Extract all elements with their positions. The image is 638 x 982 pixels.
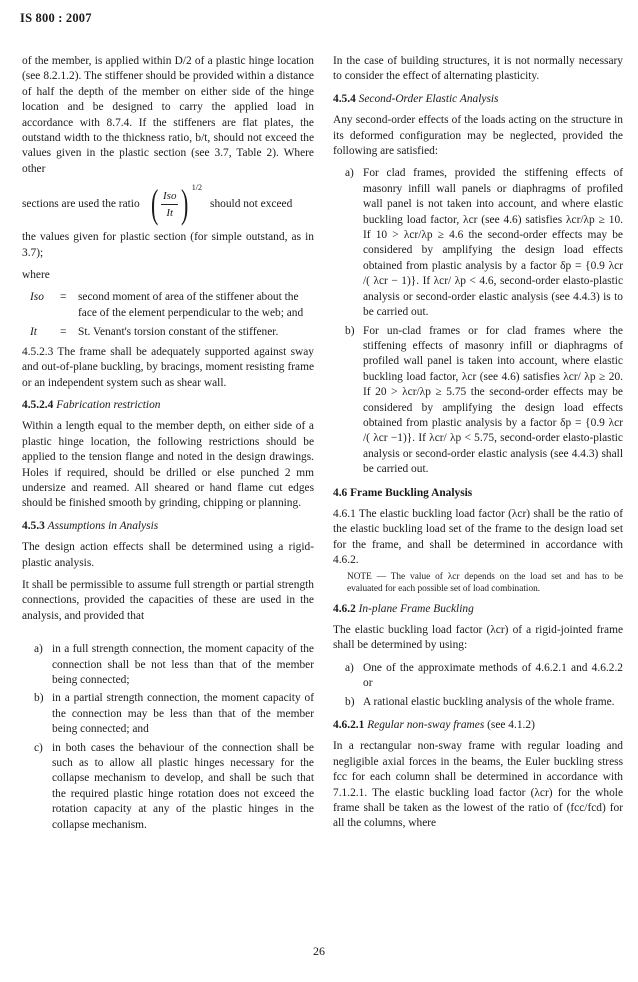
- definition-text: St. Venant's torsion constant of the stiffener.: [78, 326, 279, 339]
- list-item: [333, 661, 623, 692]
- heading-4-6-2-1: [333, 718, 623, 733]
- ratio-line: [22, 181, 314, 227]
- heading-number: 4.5.2.4: [22, 398, 54, 411]
- definition-iso: [22, 290, 314, 321]
- list-label: b): [34, 692, 44, 705]
- where-label: where: [22, 269, 50, 282]
- heading-4-6: 4.6 Frame Buckling Analysis: [333, 486, 473, 499]
- list-label: a): [34, 643, 43, 656]
- list-item: [333, 324, 623, 478]
- list-text: For un-clad frames or for clad frames where the stiffening effects of masonry infill or diaphragms of profiled wall panel is taken into account, where elastic buckling load factor, λcr (see 4.6) satisfies λcr/ λp ≥ 20. If 20 > λcr/λp ≥ 5.75 the second-order effects may be considered by amplifying the design load effects obtained from plastic analysis by a factor δp = {0.9 λcr /( λcr −1)}. If λcr/ λp < 5.75, second-order elasto-plastic analysis or second-order elastic analysis (see 4.4.3) shall be carried out.: [363, 324, 623, 476]
- list-item: [22, 642, 314, 688]
- ratio-fraction: ( Iso It ) $^{1/2}$: [150, 181, 203, 227]
- heading-number: 4.5.4: [333, 92, 356, 105]
- list-label: b): [345, 324, 355, 337]
- definition-it: [22, 325, 314, 340]
- heading-4-6-2: [333, 602, 623, 617]
- clause-4-6-1: 4.6.1 The elastic buckling load factor (λcr) shall be the ratio of the elastic buckling load set of the frame to the design load set for the frame, and shall be determined in accordance with 4.6.2.: [333, 507, 623, 567]
- list-text: A rational elastic buckling analysis of the whole frame.: [363, 695, 615, 708]
- list-item: [333, 695, 623, 710]
- definition-equals: =: [60, 291, 67, 304]
- right-column: [333, 54, 623, 839]
- paragraph-stiffener: of the member, is applied within D/2 of a plastic hinge location (see 8.2.1.2). The stiffener should be provided within a distance of half the depth of the member on either side of the hinge location and be designed to carry the applied load in accordance with 8.7.4. If the stiffeners are flat plates, the outstand width to the thickness ratio, b/t, should not exceed the values given in the plastic section (see 3.7, Table 2). Where other: [22, 55, 314, 175]
- paragraph-connections: It shall be permissible to assume full strength or partial strength connections, provided the capacities of these are used in the analysis, and provided that: [22, 578, 314, 622]
- paragraph-alternating-plasticity: In the case of building structures, it is not normally necessary to consider the effect of alternating plasticity.: [333, 55, 623, 83]
- list-item: [22, 741, 314, 833]
- heading-4-5-4: [333, 92, 623, 107]
- paragraph-non-sway: In a rectangular non-sway frame with regular loading and negligible axial forces in the beams, the Euler buckling stress fcc for each column shall be determined in accordance with 7.1.2.1. The elastic buckling load factor (λcr) for the whole frame shall be taken as the lowest of the ratio of (fcc/fcd) for all the columns, where: [333, 740, 623, 830]
- ratio-denominator: It: [166, 206, 174, 219]
- ratio-post: should not exceed: [210, 197, 293, 210]
- heading-ref: (see 4.1.2): [487, 719, 535, 732]
- standard-header: IS 800 : 2007: [20, 11, 92, 25]
- list-label: a): [345, 167, 354, 180]
- list-label: b): [345, 695, 355, 708]
- heading-4-5-2-4: [22, 398, 314, 413]
- list-label: c): [34, 741, 43, 754]
- paragraph-plastic-section: the values given for plastic section (for simple outstand, as in 3.7);: [22, 231, 314, 259]
- ratio-numerator: Iso: [161, 188, 178, 205]
- heading-title: In-plane Frame Buckling: [358, 602, 474, 615]
- page-number: 26: [313, 944, 325, 958]
- ratio-pre: sections are used the ratio: [22, 197, 140, 210]
- left-column: [22, 54, 314, 836]
- paragraph-rigid-plastic: The design action effects shall be determined using a rigid-plastic analysis.: [22, 541, 314, 569]
- definition-text: second moment of area of the stiffener about the face of the element perpendicular to the web; and: [78, 291, 304, 319]
- heading-title: Regular non-sway frames: [367, 719, 485, 732]
- list-text: For clad frames, provided the stiffening effects of masonry infill wall panels or diaphragms of profiled wall panel is not taken into account, and where elastic buckling load factor, λcr (see 4.6) satisfies λcr/λp ≥ 10. If 10 > λcr/λp ≥ 4.6 the second-order effects may be considered by amplifying the design load effects obtained from plastic analysis by a factor δp = {0.9 λcr /( λcr − 1)}. If λcr/ λp < 4.6, second-order elasto-plastic analysis or second-order elastic analysis (see 4.4.3) is to be carried out.: [363, 167, 623, 319]
- paragraph-in-plane: The elastic buckling load factor (λcr) of a rigid-jointed frame shall be determined by using:: [333, 624, 623, 652]
- heading-number: 4.6.2: [333, 602, 356, 615]
- list-text: in both cases the behaviour of the connection shall be such as to allow all plastic hinges necessary for the collapse mechanism to develop, and shall be such that the required plastic hinge rotation does not exceed the rotation capacity at any of the plastic hinges in the collapse mechanism.: [52, 741, 314, 831]
- ratio-exponent: 1/2: [191, 183, 203, 193]
- paragraph-second-order: Any second-order effects of the loads acting on the structure in its deformed configuration may be neglected, provided the following are satisfied:: [333, 114, 623, 158]
- paragraph-fabrication: Within a length equal to the member depth, on either side of a plastic hinge location, the following restrictions should be applied to the tension flange and noted in the design drawings. Holes if required, should be drilled or else punched 2 mm undersize and reamed. All sheared or hand flame cut edges should be finished smooth by grinding, chipping or planning.: [22, 420, 314, 510]
- list-text: in a partial strength connection, the moment capacity of the connection may be less than that of the member being connected; and: [52, 692, 314, 736]
- heading-4-5-3: [22, 519, 314, 534]
- definition-symbol: It: [30, 326, 37, 339]
- list-text: One of the approximate methods of 4.6.2.1 and 4.6.2.2 or: [363, 661, 623, 690]
- note: NOTE — The value of λcr depends on the load set and has to be evaluated for each possible set of load combination.: [347, 571, 623, 594]
- heading-title: Second-Order Elastic Analysis: [358, 92, 499, 105]
- list-item: [22, 691, 314, 737]
- heading-title: Assumptions in Analysis: [47, 519, 159, 532]
- definition-equals: =: [60, 326, 67, 339]
- definition-symbol: Iso: [30, 291, 44, 304]
- list-text: in a full strength connection, the moment capacity of the connection shall be not less than that of the member being connected;: [52, 643, 314, 686]
- list-label: a): [345, 661, 354, 674]
- clause-4-5-2-3: 4.5.2.3 The frame shall be adequately supported against sway and out-of-plane buckling, by bracings, moment resisting frame or an independent system such as shear wall.: [22, 345, 314, 389]
- heading-title: Fabrication restriction: [56, 398, 161, 411]
- heading-number: 4.5.3: [22, 519, 45, 532]
- list-item: [333, 166, 623, 320]
- heading-number: 4.6.2.1: [333, 719, 365, 732]
